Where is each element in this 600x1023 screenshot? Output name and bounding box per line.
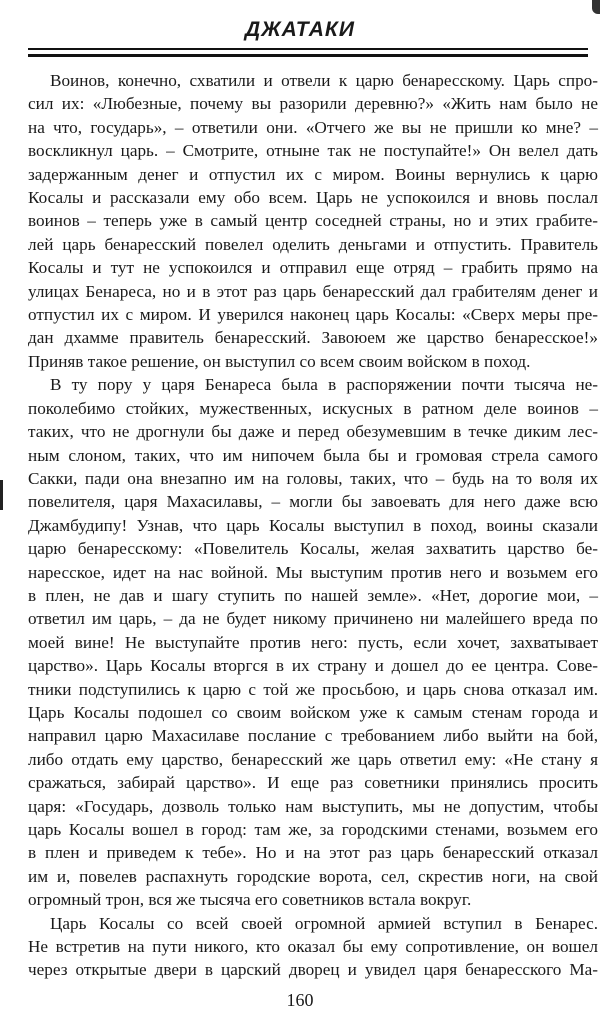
text-line: Косалы и тут не успокоился и отправил еще отряд – грабить прямо на: [28, 258, 598, 278]
text-line: таких, что не дрогнули бы даже и перед обезумевшим в течке диким лес-: [28, 422, 598, 442]
text-line: направил царю Махасилаве послание с требованием либо выйти на бой,: [28, 726, 598, 746]
text-line: ответил им царь, – да не будет никому причинено ни малейшего вреда по: [28, 609, 598, 629]
text-line: Не встретив на пути никого, кто оказал бы ему сопротивление, он вошел: [28, 937, 598, 957]
text-line: Царь Косалы подошел со своим войском уже к самым стенам города и: [28, 702, 598, 722]
body-text: [28, 69, 598, 982]
scan-corner-mark: [592, 0, 600, 14]
text-line: в плен и приведем к тебе». Но и на этот раз царь бенаресский отказал: [28, 843, 598, 863]
text-line: улицах Бенареса, но и в этот раз царь бенаресский дал грабителям денег и: [28, 281, 598, 301]
text-line: ным слоном, таких, что им нипочем была бы и громовая стрела самого: [28, 445, 598, 465]
text-line: на что, государь», – ответили они. «Отчего же вы не пришли ко мне? –: [28, 117, 598, 137]
text-line: огромный трон, вся же тысяча его советников встала вокруг.: [28, 890, 472, 910]
text-line: поколебимо стойких, мужественных, искусных в ратном деле воинов –: [28, 398, 598, 418]
text-line: наресское, идет на нас войной. Мы выступим против него и возьмем его: [28, 562, 598, 582]
text-line: в плен, не дав и шагу ступить по нашей земле». «Нет, дорогие мои, –: [28, 585, 598, 605]
text-line: В ту пору у царя Бенареса была в распоряжении почти тысяча не-: [50, 375, 598, 395]
text-line: лей царь бенаресский повелел оделить деньгами и отпустить. Правитель: [28, 234, 598, 254]
text-line: через открытые двери в царский дворец и увидел царя бенаресского Ма-: [28, 960, 598, 980]
text-line: повелителя, царя Махасилавы, – могли бы завоевать для него даже всю: [28, 492, 598, 512]
text-line: сил их: «Любезные, почему вы разорили деревню?» «Жить нам было не: [28, 94, 598, 114]
header-rule-top: [28, 48, 588, 50]
text-line: Приняв такое решение, он выступил со всем своим войском в поход.: [28, 351, 531, 371]
text-line: моей вине! Не выступайте против него: пусть, если хочет, захватывает: [28, 632, 598, 652]
text-line: дан дхамме правитель бенаресский. Завоюем же царство бенаресское!»: [28, 328, 598, 348]
text-line: сражаться, забирай царство». И еще раз советники принялись просить: [28, 773, 598, 793]
text-line: воскликнул царь. – Смотрите, отныне так не поступайте!» Он велел дать: [28, 141, 598, 161]
text-line: Косалы и рассказали ему обо всем. Царь не успокоился и вновь послал: [28, 188, 598, 208]
paragraph: [28, 373, 598, 911]
scan-edge-mark: [0, 480, 3, 510]
header-rule-bottom: [28, 54, 588, 57]
text-line: отпустил их с миром. И уверился наконец царь Косалы: «Сверх меры пре-: [28, 305, 598, 325]
text-line: тники подступились к царю с той же просьбою, и царь снова отказал им.: [28, 679, 598, 699]
paragraph: [28, 69, 598, 373]
text-line: царя: «Государь, дозволь только нам выступить, мы не допустим, чтобы: [28, 796, 598, 816]
text-line: Воинов, конечно, схватили и отвели к царю бенаресскому. Царь спро-: [50, 71, 598, 90]
text-line: задержанным денег и отпустил их с миром. Воины вернулись к царю: [28, 164, 598, 184]
text-line: Царь Косалы со всей своей огромной армией вступил в Бенарес.: [50, 913, 598, 933]
text-line: воинов – теперь уже в самый центр соседней страны, но и этих грабите-: [28, 211, 598, 231]
text-line: царь Косалы вошел в город: там же, за городскими стенами, возьмем его: [28, 820, 598, 839]
text-line: царство». Царь Косалы вторгся в их страну и дошел до ее центра. Сове-: [28, 656, 598, 676]
text-line: Джамбудипу! Узнав, что царь Косалы выступил в поход, воины сказали: [28, 515, 598, 535]
page-number: 160: [286, 990, 314, 1010]
text-line: Сакки, пади она внезапно им на головы, таких, что – будь на то воля их: [28, 468, 598, 488]
text-line: им и, повелев распахнуть городские ворота, сел, скрестив ноги, на свой: [28, 866, 598, 886]
paragraph: [28, 912, 598, 982]
text-line: либо отдать ему царство, бенаресский же царь ответил ему: «Не стану я: [28, 749, 598, 769]
running-header: ДЖАТАКИ: [245, 18, 355, 41]
text-line: царю бенаресскому: «Повелитель Косалы, желая захватить царство бе-: [28, 539, 598, 559]
